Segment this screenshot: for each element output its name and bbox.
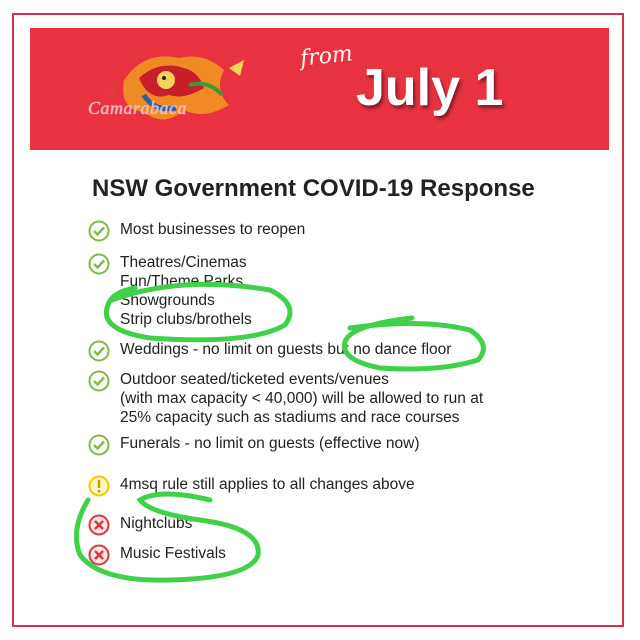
item-text: Nightclubs xyxy=(120,515,193,532)
item-text: Strip clubs/brothels xyxy=(120,311,252,328)
logo-wordmark: Camarabaca xyxy=(88,98,187,118)
check-circle-icon xyxy=(88,370,110,392)
cross-circle-icon xyxy=(88,544,110,566)
item-text: Showgrounds xyxy=(120,292,215,309)
check-circle-icon xyxy=(88,340,110,362)
item-text: Most businesses to reopen xyxy=(120,221,306,238)
check-circle-icon xyxy=(88,253,110,275)
item-text: Fun/Theme Parks xyxy=(120,273,244,290)
item-text: 25% capacity such as stadiums and race courses xyxy=(120,409,460,426)
effective-date: July 1 xyxy=(356,59,504,117)
list-item xyxy=(88,434,420,456)
item-text: Music Festivals xyxy=(120,545,226,562)
list-item xyxy=(88,544,226,566)
page-title: NSW Government COVID-19 Response xyxy=(92,175,535,202)
list-item xyxy=(88,370,483,427)
list-item xyxy=(88,220,305,242)
item-text: 4msq rule still applies to all changes above xyxy=(120,476,415,493)
list-item xyxy=(88,475,415,497)
from-label: from xyxy=(298,41,354,72)
check-circle-icon xyxy=(88,220,110,242)
list-item xyxy=(88,340,451,362)
item-text: Weddings - no limit on guests but no dance floor xyxy=(120,341,452,358)
item-text: (with max capacity < 40,000) will be allowed to run at xyxy=(120,390,484,407)
list-item xyxy=(88,514,192,536)
check-circle-icon xyxy=(88,434,110,456)
list-item xyxy=(88,253,252,329)
item-text: Funerals - no limit on guests (effective now) xyxy=(120,435,420,452)
item-text: Outdoor seated/ticketed events/venues xyxy=(120,371,389,388)
warning-circle-icon xyxy=(88,475,110,497)
item-text: Theatres/Cinemas xyxy=(120,254,247,271)
cross-circle-icon xyxy=(88,514,110,536)
